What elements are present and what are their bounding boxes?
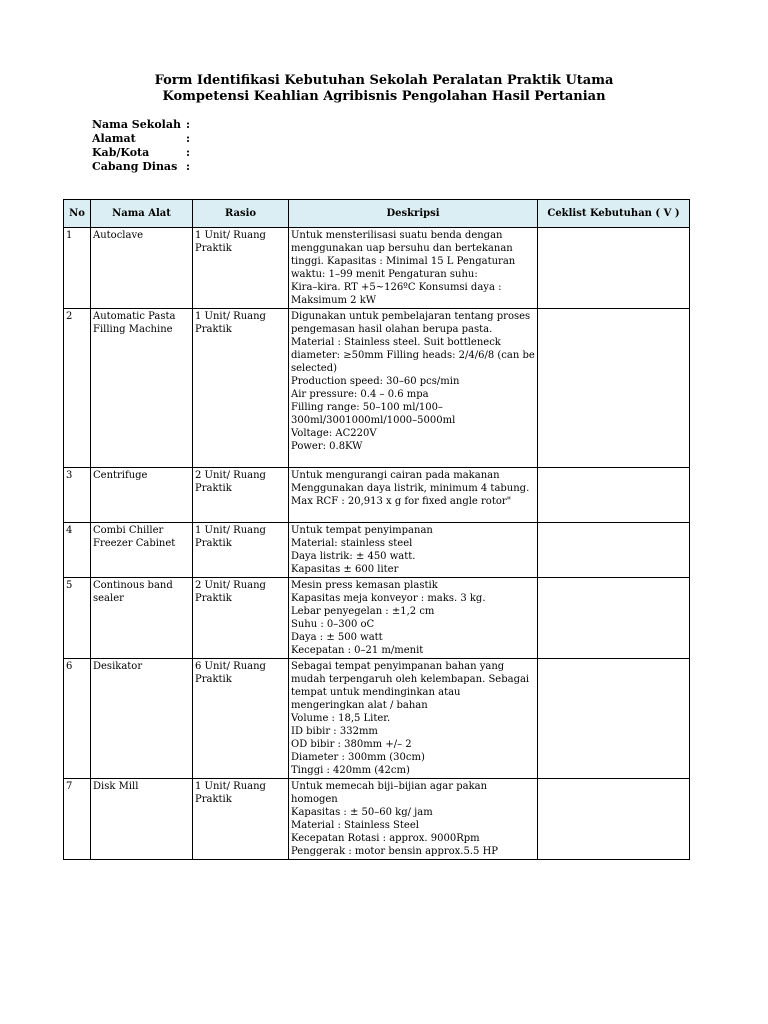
form-title-line-1: Form Identifikasi Kebutuhan Sekolah Peralatan Praktik Utama xyxy=(154,73,614,88)
cell-nama-alat: Desikator xyxy=(91,659,193,779)
equipment-table xyxy=(63,199,690,860)
info-label: Kab/Kota xyxy=(92,146,150,159)
info-label: Nama Sekolah xyxy=(92,118,181,131)
cell-ceklist[interactable] xyxy=(538,309,690,468)
cell-deskripsi: Sebagai tempat penyimpanan bahan yang mudah terpengaruh oleh kelembapan. Sebagai tempat untuk mendinginkan atau mengeringkan alat / bahan Volume : 18,5 Liter. ID bibir : 332mm OD bibir : 380mm +/– 2 Diameter : 300mm (30cm) Tinggi : 420mm (42cm) xyxy=(289,659,538,779)
header-rasio: Rasio xyxy=(193,200,289,228)
info-label: Alamat xyxy=(92,132,136,145)
cell-rasio: 6 Unit/ Ruang Praktik xyxy=(193,659,289,779)
info-row-kab-kota xyxy=(92,146,196,160)
cell-rasio: 1 Unit/ Ruang Praktik xyxy=(193,228,289,309)
cell-ceklist[interactable] xyxy=(538,468,690,523)
cell-ceklist[interactable] xyxy=(538,228,690,309)
cell-nama-alat: Autoclave xyxy=(91,228,193,309)
cell-no: 7 xyxy=(64,779,91,860)
info-label: Cabang Dinas xyxy=(92,160,178,173)
info-colon: : xyxy=(186,118,191,131)
cell-no: 5 xyxy=(64,578,91,659)
cell-nama-alat: Continous band sealer xyxy=(91,578,193,659)
cell-no: 3 xyxy=(64,468,91,523)
table-row xyxy=(64,578,690,659)
cell-no: 4 xyxy=(64,523,91,578)
header-no: No xyxy=(64,200,91,228)
header-deskripsi: Deskripsi xyxy=(289,200,538,228)
cell-nama-alat: Disk Mill xyxy=(91,779,193,860)
cell-nama-alat: Centrifuge xyxy=(91,468,193,523)
cell-deskripsi: Untuk tempat penyimpanan Material: stainless steel Daya listrik: ± 450 watt. Kapasitas ± 600 liter xyxy=(289,523,538,578)
table-row xyxy=(64,228,690,309)
cell-deskripsi: Untuk mengurangi cairan pada makanan Menggunakan daya listrik, minimum 4 tabung. Max RCF : 20,913 x g for fixed angle rotor" xyxy=(289,468,538,523)
cell-ceklist[interactable] xyxy=(538,779,690,860)
cell-no: 1 xyxy=(64,228,91,309)
cell-ceklist[interactable] xyxy=(538,523,690,578)
info-row-cabang-dinas xyxy=(92,160,196,174)
info-colon: : xyxy=(186,132,191,145)
table-row xyxy=(64,779,690,860)
cell-no: 2 xyxy=(64,309,91,468)
cell-ceklist[interactable] xyxy=(538,578,690,659)
cell-rasio: 1 Unit/ Ruang Praktik xyxy=(193,309,289,468)
cell-deskripsi: Untuk memecah biji–bijian agar pakan homogen Kapasitas : ± 50–60 kg/ jam Material : Stainless Steel Kecepatan Rotasi : approx. 9000Rpm Penggerak : motor bensin approx.5.5 HP xyxy=(289,779,538,860)
cell-rasio: 2 Unit/ Ruang Praktik xyxy=(193,468,289,523)
info-colon: : xyxy=(186,160,191,173)
cell-rasio: 1 Unit/ Ruang Praktik xyxy=(193,523,289,578)
cell-deskripsi: Mesin press kemasan plastik Kapasitas meja konveyor : maks. 3 kg. Lebar penyegelan : ±1,2 cm Suhu : 0–300 oC Daya : ± 500 watt Kecepatan : 0–21 m/menit xyxy=(289,578,538,659)
table-header-row xyxy=(64,200,690,228)
table-row xyxy=(64,523,690,578)
cell-rasio: 1 Unit/ Ruang Praktik xyxy=(193,779,289,860)
info-row-nama-sekolah xyxy=(92,118,196,132)
cell-ceklist[interactable] xyxy=(538,659,690,779)
header-ceklist: Ceklist Kebutuhan ( V ) xyxy=(538,200,690,228)
cell-deskripsi: Digunakan untuk pembelajaran tentang proses pengemasan hasil olahan berupa pasta. Material : Stainless steel. Suit bottleneck diameter: ≥50mm Filling heads: 2/4/6/8 (can be selected) Production speed: 30–60 pcs/min Air pressure: 0.4 – 0.6 mpa Filling range: 50–100 ml/100–300ml/3001000ml/1000–5000ml Voltage: AC220V Power: 0.8KW xyxy=(289,309,538,468)
cell-deskripsi: Untuk mensterilisasi suatu benda dengan menggunakan uap bersuhu dan bertekanan tinggi. Kapasitas : Minimal 15 L Pengaturan waktu: 1–99 menit Pengaturan suhu: Kira–kira. RT +5~126ºC Konsumsi daya : Maksimum 2 kW xyxy=(289,228,538,309)
table-row xyxy=(64,309,690,468)
table-row xyxy=(64,468,690,523)
info-colon: : xyxy=(186,146,191,159)
form-title-line-2: Kompetensi Keahlian Agribisnis Pengolahan Hasil Pertanian xyxy=(162,89,606,104)
cell-nama-alat: Automatic Pasta Filling Machine xyxy=(91,309,193,468)
cell-no: 6 xyxy=(64,659,91,779)
cell-rasio: 2 Unit/ Ruang Praktik xyxy=(193,578,289,659)
header-nama-alat: Nama Alat xyxy=(91,200,193,228)
info-row-alamat xyxy=(92,132,196,146)
form-title xyxy=(0,73,768,105)
cell-nama-alat: Combi Chiller Freezer Cabinet xyxy=(91,523,193,578)
table-row xyxy=(64,659,690,779)
school-info-block xyxy=(92,118,196,174)
